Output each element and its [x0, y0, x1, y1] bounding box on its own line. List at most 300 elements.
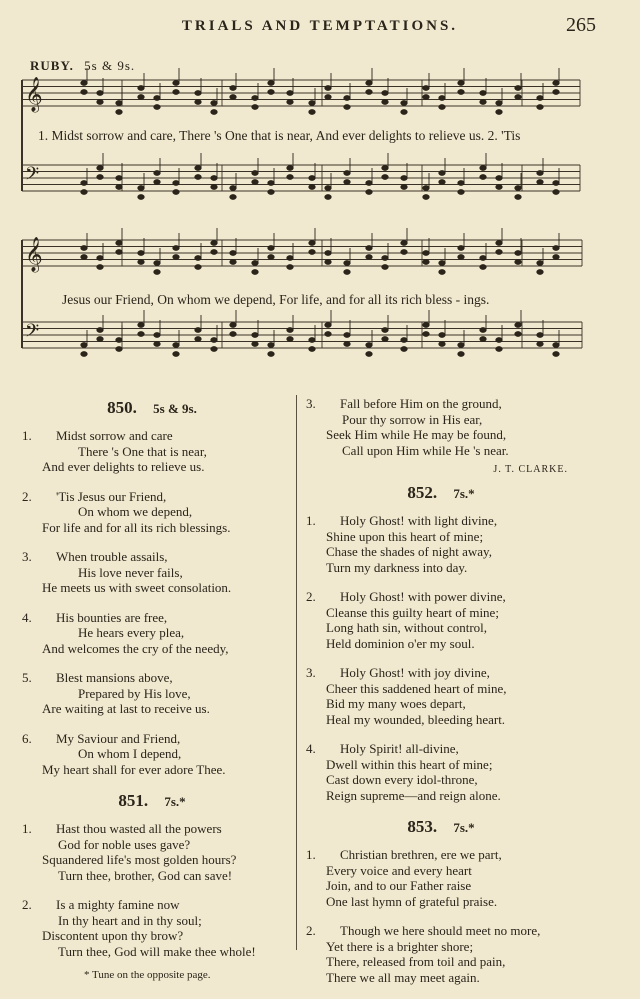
note-head: [211, 185, 217, 190]
stanza: [22, 489, 282, 536]
stanza: [306, 513, 576, 575]
stanza-line: [306, 847, 576, 863]
note-head: [439, 96, 445, 101]
note-head: [553, 90, 559, 95]
note-head: [138, 323, 144, 328]
stanza: [306, 923, 576, 985]
note-head: [195, 91, 201, 96]
note-head: [173, 190, 179, 195]
note-head: [252, 333, 258, 338]
note-head: [553, 255, 559, 260]
note-head: [496, 338, 502, 343]
stanza-number: 4.: [22, 609, 32, 625]
note-head: [309, 250, 315, 255]
stanza-line: [306, 863, 576, 879]
note-head: [97, 265, 103, 270]
note-head: [97, 166, 103, 171]
stanza-line: [306, 878, 576, 894]
note-head: [553, 81, 559, 86]
hymn-heading: [22, 398, 282, 418]
note-head: [382, 91, 388, 96]
stanza-line-text: Hast thou wasted all the powers: [56, 821, 222, 836]
stanza-number: 3.: [22, 549, 32, 564]
note-head: [401, 347, 407, 352]
note-head: [154, 105, 160, 110]
note-head: [154, 333, 160, 338]
note-head: [173, 343, 179, 348]
note-head: [344, 342, 350, 347]
note-head: [458, 352, 464, 357]
stanza-line: [306, 894, 576, 910]
note-head: [97, 256, 103, 261]
note-head: [195, 175, 201, 180]
tune-lyrics-line-2: Jesus our Friend, On whom we depend, For life, and for all its rich bless - ings.: [62, 292, 490, 307]
hymn-meter: 7s.*: [453, 820, 475, 835]
note-head: [325, 260, 331, 265]
stanza-line-text: In thy heart and in thy soul;: [58, 912, 202, 928]
stanza-line: [306, 681, 576, 697]
note-head: [458, 181, 464, 186]
stanza-number: 4.: [306, 741, 316, 756]
stanza-line-text: Is a mighty famine now: [56, 897, 180, 912]
hymn-number: 850.: [107, 398, 137, 417]
note-head: [138, 260, 144, 265]
note-head: [496, 110, 502, 115]
note-head: [230, 251, 236, 256]
note-head: [211, 347, 217, 352]
note-head: [81, 246, 87, 251]
note-head: [458, 255, 464, 260]
hymn-number: 852.: [407, 483, 438, 502]
stanza-line-text: Prepared by His love,: [78, 685, 191, 701]
note-head: [439, 270, 445, 275]
treble-clef-icon: 𝄞: [25, 237, 43, 272]
note-head: [116, 101, 122, 106]
hymn-heading: [306, 817, 576, 837]
note-head: [537, 333, 543, 338]
stanza: [306, 396, 576, 458]
stanza-line: [306, 741, 576, 757]
note-head: [480, 265, 486, 270]
note-head: [344, 270, 350, 275]
stanza-line-text: My heart shall for ever adore Thee.: [42, 761, 226, 777]
note-head: [154, 96, 160, 101]
note-head: [325, 186, 331, 191]
note-head: [401, 241, 407, 246]
note-head: [97, 91, 103, 96]
note-head: [382, 337, 388, 342]
stanza-line-text: Yet there is a brighter shore;: [326, 938, 474, 954]
stanza-line-text: And ever delights to relieve us.: [42, 459, 205, 474]
hymn-heading: [22, 791, 282, 811]
note-head: [97, 328, 103, 333]
stanza-line: [22, 489, 282, 505]
note-head: [116, 110, 122, 115]
page-header-title: TRIALS AND TEMPTATIONS.: [181, 18, 459, 34]
stanza-line: [306, 529, 576, 545]
stanza: [22, 897, 282, 959]
note-head: [366, 90, 372, 95]
hymn-meter: 5s & 9s.: [153, 401, 197, 416]
note-head: [309, 338, 315, 343]
stanza-line: [22, 701, 282, 717]
hymn-meter: 7s.*: [453, 486, 475, 501]
note-head: [515, 86, 521, 91]
note-head: [423, 86, 429, 91]
note-head: [81, 181, 87, 186]
note-head: [81, 352, 87, 357]
hymn-meter: 7s.*: [164, 794, 186, 809]
stanza-line: [22, 580, 282, 596]
note-head: [382, 175, 388, 180]
stanza-line: [306, 412, 576, 428]
note-head: [423, 195, 429, 200]
note-head: [211, 241, 217, 246]
note-head: [252, 261, 258, 266]
stanza-number: 2.: [306, 589, 316, 604]
stanza-number: 2.: [22, 897, 32, 912]
note-head: [537, 180, 543, 185]
note-head: [230, 95, 236, 100]
stanza-number: 1.: [306, 513, 316, 528]
stanza-line: [306, 665, 576, 681]
note-head: [423, 95, 429, 100]
note-head: [268, 81, 274, 86]
note-head: [382, 100, 388, 105]
stanza-line: [22, 641, 282, 657]
stanza-line-text: Christian brethren, ere we part,: [340, 847, 502, 862]
stanza: [22, 549, 282, 596]
stanza-line-text: Join, and to our Father raise: [326, 878, 472, 893]
note-head: [138, 86, 144, 91]
stanza-line: [22, 821, 282, 837]
note-head: [309, 241, 315, 246]
note-head: [325, 86, 331, 91]
stanza-line: [22, 731, 282, 747]
stanza-number: 1.: [22, 821, 32, 836]
note-head: [173, 255, 179, 260]
note-head: [81, 90, 87, 95]
note-head: [252, 171, 258, 176]
stanza-line: [22, 565, 282, 581]
stanza-line: [306, 427, 576, 443]
stanza-line: [22, 670, 282, 686]
stanza-line-text: Holy Ghost! with power divine,: [340, 589, 506, 604]
stanza-line: [22, 897, 282, 913]
stanza-line-text: Turn thee, God will make thee whole!: [58, 943, 256, 959]
note-head: [81, 190, 87, 195]
note-head: [138, 332, 144, 337]
page-number: 265: [566, 14, 596, 36]
stanza: [306, 665, 576, 727]
note-head: [480, 328, 486, 333]
note-head: [423, 251, 429, 256]
note-head: [195, 337, 201, 342]
stanza-line: [306, 696, 576, 712]
note-head: [287, 175, 293, 180]
music-score: [0, 0, 640, 381]
note-head: [230, 332, 236, 337]
note-head: [252, 270, 258, 275]
note-head: [268, 181, 274, 186]
stanza-line: [22, 428, 282, 444]
note-head: [496, 185, 502, 190]
footnote: * Tune on the opposite page.: [84, 969, 211, 981]
stanza-line-text: Cleanse this guilty heart of mine;: [326, 604, 499, 620]
note-head: [344, 261, 350, 266]
note-head: [496, 241, 502, 246]
stanza-line-text: Dwell within this heart of mine;: [326, 756, 493, 772]
note-head: [173, 181, 179, 186]
stanza-number: 3.: [306, 665, 316, 680]
note-head: [309, 185, 315, 190]
stanza-line: [22, 444, 282, 460]
note-head: [268, 246, 274, 251]
stanza-line-text: There we all may meet again.: [326, 969, 480, 985]
note-head: [401, 250, 407, 255]
note-head: [211, 101, 217, 106]
stanza-line: [306, 939, 576, 955]
note-head: [366, 343, 372, 348]
note-head: [116, 241, 122, 246]
stanza-line-text: God for noble uses gave?: [58, 836, 191, 852]
note-head: [344, 105, 350, 110]
note-head: [366, 255, 372, 260]
note-head: [230, 195, 236, 200]
note-head: [439, 261, 445, 266]
note-head: [366, 190, 372, 195]
stanza-line: [22, 610, 282, 626]
note-head: [423, 323, 429, 328]
stanza-line-text: When trouble assails,: [56, 549, 168, 564]
note-head: [195, 166, 201, 171]
stanza-line-text: Cheer this saddened heart of mine,: [326, 680, 507, 696]
stanza-line-text: On whom I depend,: [78, 746, 182, 761]
stanza-line-text: His love never fails,: [78, 564, 183, 580]
stanza-line-text: Call upon Him while He 's near.: [342, 442, 509, 458]
note-head: [154, 180, 160, 185]
stanza-line-text: Are waiting at last to receive us.: [42, 701, 210, 716]
stanza-line: [306, 757, 576, 773]
bass-clef-icon: 𝄢: [25, 164, 40, 189]
note-head: [325, 95, 331, 100]
note-head: [81, 81, 87, 86]
note-head: [195, 265, 201, 270]
note-head: [211, 338, 217, 343]
note-head: [173, 90, 179, 95]
note-head: [515, 332, 521, 337]
stanza-line-text: Turn my darkness into day.: [326, 559, 468, 575]
stanza: [22, 731, 282, 778]
note-head: [325, 195, 331, 200]
stanza-line: [306, 544, 576, 560]
note-head: [116, 176, 122, 181]
note-head: [515, 195, 521, 200]
stanza-line: [306, 620, 576, 636]
stanza-line-text: His bounties are free,: [56, 609, 168, 625]
note-head: [401, 176, 407, 181]
note-head: [325, 323, 331, 328]
note-head: [553, 190, 559, 195]
note-head: [287, 328, 293, 333]
note-head: [515, 323, 521, 328]
note-head: [287, 100, 293, 105]
note-head: [268, 90, 274, 95]
stanza-line-text: Discontent upon thy brow?: [42, 928, 184, 943]
stanza-line-text: Blest mansions above,: [56, 670, 173, 685]
note-head: [211, 176, 217, 181]
note-head: [458, 190, 464, 195]
stanza: [22, 610, 282, 657]
stanza-number: 3.: [306, 396, 316, 411]
note-head: [382, 328, 388, 333]
note-head: [496, 101, 502, 106]
note-head: [287, 337, 293, 342]
stanza-line: [306, 560, 576, 576]
note-head: [480, 175, 486, 180]
stanza-line-text: Turn thee, brother, God can save!: [58, 867, 233, 883]
stanza-number: 1.: [22, 428, 32, 443]
stanza: [22, 428, 282, 475]
note-head: [480, 100, 486, 105]
stanza-line-text: On whom we depend,: [78, 504, 193, 519]
stanza-line: [22, 928, 282, 944]
note-head: [173, 81, 179, 86]
stanza-line: [22, 459, 282, 475]
note-head: [458, 246, 464, 251]
stanza: [22, 670, 282, 717]
note-head: [401, 110, 407, 115]
stanza-line: [22, 504, 282, 520]
stanza-line: [22, 837, 282, 853]
stanza-line-text: Pour thy sorrow in His ear,: [342, 411, 483, 427]
left-column: [22, 392, 282, 981]
note-head: [154, 342, 160, 347]
hymn-853: [306, 817, 576, 985]
note-head: [287, 166, 293, 171]
stanza-line-text: Fall before Him on the ground,: [340, 396, 502, 411]
note-head: [537, 105, 543, 110]
stanza-line-text: There 's One that is near,: [78, 443, 207, 459]
stanza-line: [306, 970, 576, 986]
stanza-line: [22, 625, 282, 641]
note-head: [309, 101, 315, 106]
note-head: [496, 347, 502, 352]
stanza-line-text: There, released from toil and pain,: [326, 954, 506, 969]
note-head: [458, 90, 464, 95]
hymn-850: [22, 398, 282, 777]
stanza-line-text: 'Tis Jesus our Friend,: [56, 488, 167, 504]
note-head: [423, 186, 429, 191]
note-head: [309, 110, 315, 115]
stanza-line: [22, 868, 282, 884]
note-head: [252, 105, 258, 110]
stanza-line: [306, 772, 576, 788]
note-head: [458, 343, 464, 348]
note-head: [344, 96, 350, 101]
note-head: [480, 337, 486, 342]
stanza-number: 6.: [22, 730, 32, 746]
note-head: [439, 342, 445, 347]
note-head: [252, 96, 258, 101]
note-head: [309, 176, 315, 181]
stanza-line-text: For life and for all its rich blessings.: [42, 519, 231, 535]
note-head: [268, 352, 274, 357]
stanza: [306, 847, 576, 909]
note-head: [382, 265, 388, 270]
hymn-851: [22, 791, 282, 981]
note-head: [401, 338, 407, 343]
note-head: [382, 256, 388, 261]
note-head: [553, 246, 559, 251]
note-head: [81, 255, 87, 260]
stanza-number: 1.: [306, 847, 316, 862]
note-head: [515, 251, 521, 256]
stanza-line-text: Seek Him while He may be found,: [326, 427, 507, 442]
note-head: [195, 100, 201, 105]
note-head: [401, 101, 407, 106]
stanza-line: [306, 589, 576, 605]
right-column: [306, 396, 576, 999]
note-head: [138, 195, 144, 200]
stanza-line: [306, 396, 576, 412]
note-head: [537, 171, 543, 176]
note-head: [553, 343, 559, 348]
note-head: [344, 333, 350, 338]
stanza-line-text: And welcomes the cry of the needy,: [42, 640, 229, 656]
note-head: [553, 352, 559, 357]
note-head: [423, 260, 429, 265]
stanza-line: [306, 923, 576, 939]
note-head: [173, 246, 179, 251]
stanza-line-text: Bid my many woes depart,: [326, 696, 466, 711]
note-head: [211, 250, 217, 255]
stanza-line-text: He hears every plea,: [78, 625, 185, 640]
note-head: [287, 256, 293, 261]
tune-meter: 5s & 9s.: [84, 58, 136, 73]
stanza-line-text: Reign supreme—and reign alone.: [326, 787, 501, 803]
note-head: [480, 166, 486, 171]
stanza-line: [306, 636, 576, 652]
stanza-line-text: Though we here should meet no more,: [340, 923, 541, 938]
stanza-line: [306, 513, 576, 529]
note-head: [496, 176, 502, 181]
note-head: [515, 186, 521, 191]
note-head: [458, 81, 464, 86]
stanza: [306, 741, 576, 803]
note-head: [537, 96, 543, 101]
stanza-line-text: Holy Ghost! with light divine,: [340, 513, 498, 528]
stanza-number: 2.: [306, 923, 316, 938]
note-head: [81, 343, 87, 348]
note-head: [97, 337, 103, 342]
attribution: J. T. CLARKE.: [493, 464, 568, 475]
note-head: [382, 166, 388, 171]
note-head: [252, 180, 258, 185]
note-head: [366, 81, 372, 86]
stanza-line: [22, 549, 282, 565]
hymn-number: 851.: [118, 791, 149, 810]
hymn-heading: [306, 483, 576, 503]
stanza-line: [306, 712, 576, 728]
note-head: [97, 175, 103, 180]
stanza-line: [22, 686, 282, 702]
note-head: [138, 251, 144, 256]
note-head: [309, 347, 315, 352]
stanza-line-text: He meets us with sweet consolation.: [42, 580, 232, 595]
note-head: [287, 91, 293, 96]
note-head: [366, 181, 372, 186]
